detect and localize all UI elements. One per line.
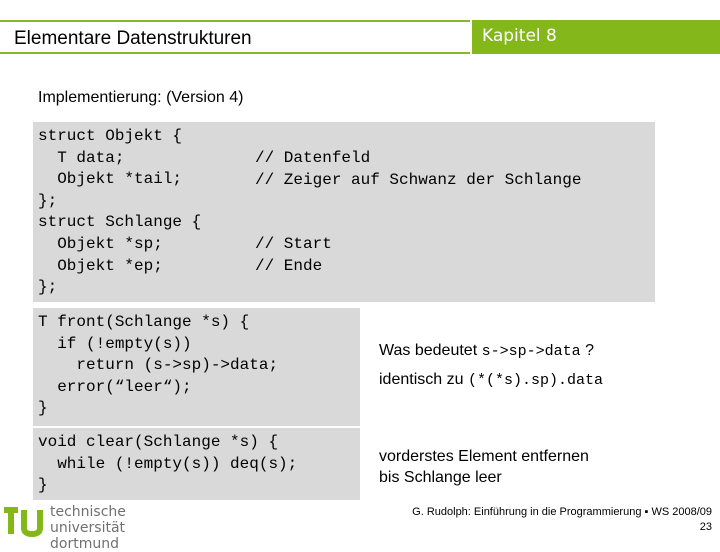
code-line: } (38, 399, 48, 418)
logo-line: technische universität (50, 504, 126, 536)
equivalence-code: (*(*s).sp).data (467, 372, 603, 389)
code-comment: // Zeiger auf Schwanz der Schlange (255, 170, 582, 189)
code-line: while (!empty(s)) deq(s); (38, 454, 298, 473)
code-line: struct Objekt { (38, 127, 183, 145)
code-line: T data; (38, 148, 125, 167)
front-code (38, 312, 360, 420)
front-code-block (33, 308, 360, 426)
equivalence-prefix: identisch zu (379, 371, 464, 388)
code-line: if (!empty(s)) (38, 334, 192, 353)
code-line: Objekt *ep; (38, 256, 163, 275)
logo-line: dortmund (50, 536, 119, 552)
code-line: }; (38, 278, 58, 297)
clear-note-line: vorderstes Element entfernen (379, 448, 589, 465)
question-code: s->sp->data (481, 343, 581, 360)
equivalence-note (379, 371, 603, 389)
question-suffix: ? (585, 342, 594, 359)
question-note (379, 342, 594, 360)
code-line: } (38, 476, 48, 495)
logo-text (50, 504, 202, 552)
code-line: }; (38, 191, 58, 210)
chapter-badge (472, 20, 720, 54)
code-line: error(“leer“); (38, 377, 192, 396)
page-title: Elementare Datenstrukturen (14, 28, 252, 49)
clear-code-block (33, 428, 360, 500)
code-line: struct Schlange { (38, 213, 202, 232)
code-comment: // Datenfeld (255, 149, 371, 167)
clear-code (38, 432, 360, 497)
clear-note-line: bis Schlange leer (379, 469, 502, 486)
code-line: T front(Schlange *s) { (38, 313, 250, 331)
code-comments (255, 148, 581, 278)
question-prefix: Was bedeutet (379, 342, 478, 359)
chapter-label: Kapitel 8 (482, 26, 557, 46)
footer-credit: G. Rudolph: Einführung in die Programmierung ▪ WS 2008/09 (412, 506, 712, 518)
tu-logo-icon (2, 504, 46, 540)
clear-note (379, 446, 589, 488)
code-comment: // Start (255, 235, 332, 254)
code-line: Objekt *sp; (38, 234, 163, 253)
code-line: Objekt *tail; (38, 170, 183, 189)
footer (412, 505, 712, 535)
code-line: return (s->sp)->data; (38, 356, 279, 375)
tu-dortmund-logo (2, 504, 202, 552)
code-line: void clear(Schlange *s) { (38, 433, 279, 451)
page-number: 23 (699, 521, 712, 533)
header-bar (0, 20, 470, 54)
code-comment: // Ende (255, 256, 323, 275)
section-subtitle: Implementierung: (Version 4) (38, 89, 244, 106)
